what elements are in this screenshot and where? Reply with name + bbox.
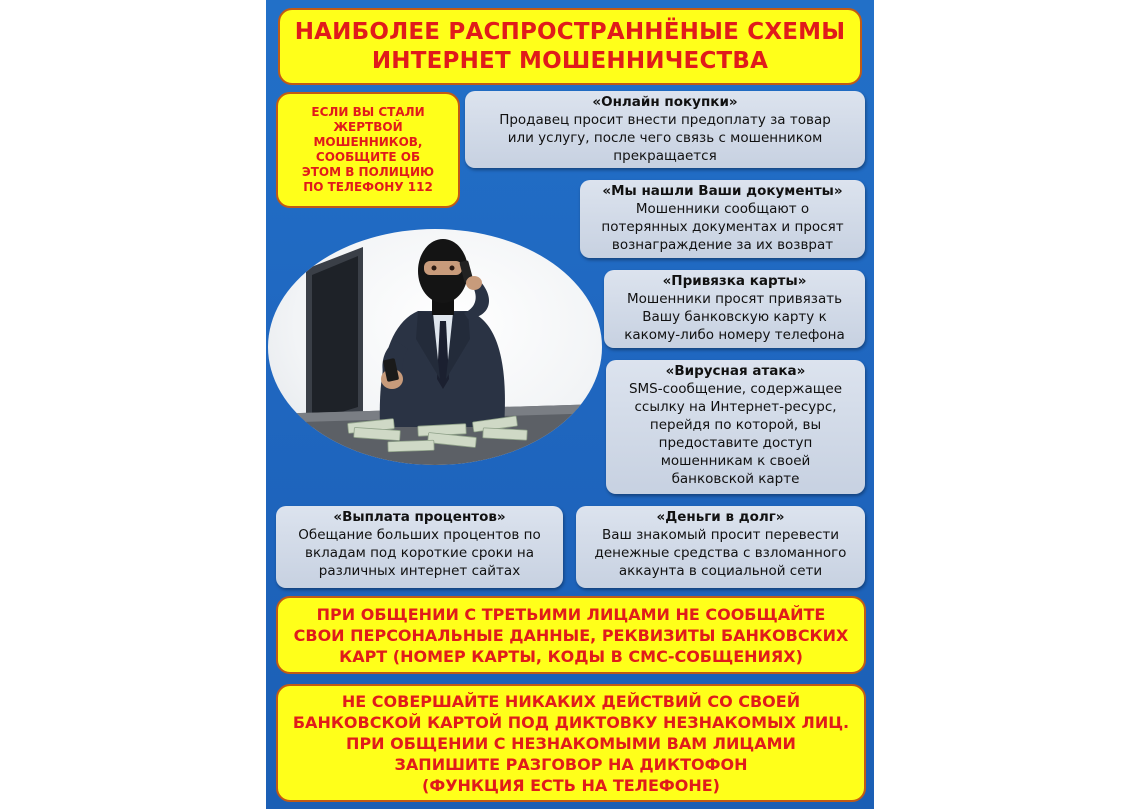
scheme-text: SMS-сообщение, содержащее xyxy=(628,381,843,397)
scheme-text: мошенникам к своей xyxy=(660,453,811,469)
title-line-2: ИНТЕРНЕТ МОШЕННИЧЕСТВА xyxy=(371,47,769,74)
scheme-heading: «Деньги в долг» xyxy=(656,509,785,525)
scheme-text: Ваш знакомый просит перевести xyxy=(601,527,840,543)
poster-title xyxy=(278,8,862,85)
scheme-heading: «Мы нашли Ваши документы» xyxy=(602,183,843,199)
scheme-text: различных интернет сайтах xyxy=(318,563,521,579)
warning-bank-card-actions xyxy=(276,684,866,802)
scheme-heading: «Вирусная атака» xyxy=(665,363,806,379)
scheme-text: аккаунта в социальной сети xyxy=(618,563,823,579)
scheme-interest-payment xyxy=(276,506,563,588)
eye-left-shape xyxy=(432,266,437,271)
scheme-text: банковской карте xyxy=(671,471,800,487)
scheme-virus-attack xyxy=(606,360,865,494)
scheme-text: Продавец просит внести предоплату за товар xyxy=(499,112,831,128)
scheme-text: прекращается xyxy=(613,148,717,164)
warning-line: ПРИ ОБЩЕНИИ С НЕЗНАКОМЫМИ ВАМ ЛИЦАМИ xyxy=(346,733,796,753)
scheme-text: или услугу, после чего связь с мошенником xyxy=(507,130,823,146)
scheme-text: Мошенники сообщают о xyxy=(635,201,810,217)
scheme-money-loan xyxy=(576,506,865,588)
scheme-found-documents xyxy=(580,180,865,258)
scheme-heading: «Выплата процентов» xyxy=(333,509,506,525)
warning-line: БАНКОВСКОЙ КАРТОЙ ПОД ДИКТОВКУ НЕЗНАКОМЫХ ЛИЦ. xyxy=(292,712,850,732)
fraudster-illustration xyxy=(268,229,602,465)
warning-line: (ФУНКЦИЯ ЕСТЬ НА ТЕЛЕФОНЕ) xyxy=(422,775,720,795)
warning-line: КАРТ (НОМЕР КАРТЫ, КОДЫ В СМС-СОБЩЕНИЯХ) xyxy=(339,646,803,666)
scheme-heading: «Привязка карты» xyxy=(662,273,807,289)
scheme-text: денежные средства с взломанного xyxy=(594,545,847,561)
fraudster-image xyxy=(268,229,602,465)
scheme-text: какому-либо номеру телефона xyxy=(624,327,845,343)
warning-personal-data xyxy=(276,596,866,674)
scheme-text: вкладам под короткие сроки на xyxy=(304,545,534,561)
eye-opening-shape xyxy=(424,261,462,275)
warning-line: НЕ СОВЕРШАЙТЕ НИКАКИХ ДЕЙСТВИЙ СО СВОЕЙ xyxy=(341,691,801,711)
warning-line: СВОИ ПЕРСОНАЛЬНЫЕ ДАННЫЕ, РЕКВИЗИТЫ БАНКОВСКИХ xyxy=(293,625,849,645)
monitor-screen-shape xyxy=(312,256,358,421)
police-notice-line: ЖЕРТВОЙ xyxy=(333,120,403,134)
hand-right-shape xyxy=(466,276,482,290)
eye-right-shape xyxy=(450,266,455,271)
police-notice xyxy=(276,92,460,208)
scheme-heading: «Онлайн покупки» xyxy=(592,94,738,110)
scheme-text: перейдя по которой, вы xyxy=(649,417,822,433)
warning-line: ПРИ ОБЩЕНИИ С ТРЕТЬИМИ ЛИЦАМИ НЕ СООБЩАЙТЕ xyxy=(316,604,826,624)
scheme-text: потерянных документах и просят xyxy=(601,219,844,235)
scheme-text: ссылку на Интернет-ресурс, xyxy=(634,399,837,415)
police-notice-line: ЭТОМ В ПОЛИЦИЮ xyxy=(301,165,435,179)
scheme-text: Вашу банковскую карту к xyxy=(642,309,827,325)
police-notice-line: МОШЕННИКОВ, xyxy=(313,135,423,149)
scheme-text: Мошенники просят привязать xyxy=(626,291,843,307)
scheme-text: предоставите доступ xyxy=(658,435,813,451)
police-notice-line: ЕСЛИ ВЫ СТАЛИ xyxy=(311,105,425,119)
scheme-card-binding xyxy=(604,270,865,348)
warning-line: ЗАПИШИТЕ РАЗГОВОР НА ДИКТОФОН xyxy=(394,754,748,774)
scheme-text: вознаграждение за их возврат xyxy=(611,237,834,253)
police-notice-line: ПО ТЕЛЕФОНУ 112 xyxy=(303,180,433,194)
police-notice-line: СООБЩИТЕ ОБ xyxy=(315,150,421,164)
poster xyxy=(266,0,874,809)
title-line-1: НАИБОЛЕЕ РАСПРОСТРАННЁНЫЕ СХЕМЫ xyxy=(294,18,846,45)
scheme-online-purchases xyxy=(465,91,865,168)
scheme-text: Обещание больших процентов по xyxy=(298,527,541,543)
